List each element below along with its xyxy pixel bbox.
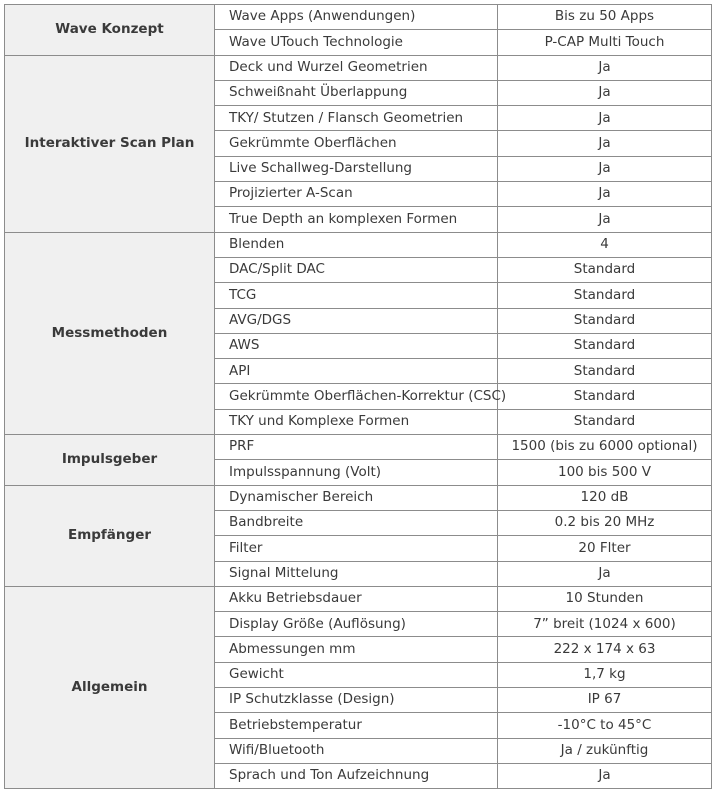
value-cell: Ja / zukünftig bbox=[498, 738, 712, 763]
property-cell: PRF bbox=[215, 435, 498, 460]
property-cell: Akku Betriebsdauer bbox=[215, 586, 498, 611]
property-cell: API bbox=[215, 359, 498, 384]
property-cell: Projizierter A-Scan bbox=[215, 182, 498, 207]
value-cell: Ja bbox=[498, 207, 712, 232]
value-cell: Ja bbox=[498, 763, 712, 788]
property-cell: DAC/Split DAC bbox=[215, 257, 498, 282]
value-cell: 222 x 174 x 63 bbox=[498, 637, 712, 662]
property-cell: IP Schutzklasse (Design) bbox=[215, 688, 498, 713]
value-cell: Standard bbox=[498, 257, 712, 282]
property-cell: Display Größe (Auflösung) bbox=[215, 612, 498, 637]
property-cell: TCG bbox=[215, 283, 498, 308]
table-row bbox=[5, 55, 712, 80]
group-header: Wave Konzept bbox=[5, 5, 215, 56]
spec-table bbox=[4, 4, 712, 789]
table-row bbox=[5, 5, 712, 30]
property-cell: True Depth an komplexen Formen bbox=[215, 207, 498, 232]
property-cell: Gekrümmte Oberflächen-Korrektur (CSC) bbox=[215, 384, 498, 409]
value-cell: Ja bbox=[498, 80, 712, 105]
property-cell: Blenden bbox=[215, 232, 498, 257]
value-cell: Standard bbox=[498, 308, 712, 333]
value-cell: 20 Flter bbox=[498, 536, 712, 561]
property-cell: AWS bbox=[215, 333, 498, 358]
property-cell: TKY/ Stutzen / Flansch Geometrien bbox=[215, 106, 498, 131]
spec-table-body bbox=[5, 5, 712, 789]
table-row bbox=[5, 232, 712, 257]
property-cell: Abmessungen mm bbox=[215, 637, 498, 662]
property-cell: Wifi/Bluetooth bbox=[215, 738, 498, 763]
value-cell: IP 67 bbox=[498, 688, 712, 713]
property-cell: Signal Mittelung bbox=[215, 561, 498, 586]
value-cell: 4 bbox=[498, 232, 712, 257]
table-row bbox=[5, 586, 712, 611]
value-cell: 120 dB bbox=[498, 485, 712, 510]
value-cell: Standard bbox=[498, 409, 712, 434]
value-cell: 100 bis 500 V bbox=[498, 460, 712, 485]
property-cell: Bandbreite bbox=[215, 510, 498, 535]
value-cell: 7” breit (1024 x 600) bbox=[498, 612, 712, 637]
group-header: Impulsgeber bbox=[5, 435, 215, 486]
property-cell: Impulsspannung (Volt) bbox=[215, 460, 498, 485]
group-header: Interaktiver Scan Plan bbox=[5, 55, 215, 232]
group-header: Allgemein bbox=[5, 586, 215, 788]
table-row bbox=[5, 435, 712, 460]
value-cell: Ja bbox=[498, 156, 712, 181]
value-cell: P-CAP Multi Touch bbox=[498, 30, 712, 55]
property-cell: Gekrümmte Oberflächen bbox=[215, 131, 498, 156]
property-cell: Wave Apps (Anwendungen) bbox=[215, 5, 498, 30]
group-header: Empfänger bbox=[5, 485, 215, 586]
value-cell: 0.2 bis 20 MHz bbox=[498, 510, 712, 535]
value-cell: Bis zu 50 Apps bbox=[498, 5, 712, 30]
property-cell: Sprach und Ton Aufzeichnung bbox=[215, 763, 498, 788]
property-cell: Schweißnaht Überlappung bbox=[215, 80, 498, 105]
group-header: Messmethoden bbox=[5, 232, 215, 434]
table-row bbox=[5, 485, 712, 510]
property-cell: Gewicht bbox=[215, 662, 498, 687]
value-cell: Standard bbox=[498, 333, 712, 358]
value-cell: Ja bbox=[498, 561, 712, 586]
property-cell: Wave UTouch Technologie bbox=[215, 30, 498, 55]
value-cell: Standard bbox=[498, 359, 712, 384]
value-cell: Standard bbox=[498, 283, 712, 308]
value-cell: 1,7 kg bbox=[498, 662, 712, 687]
value-cell: Ja bbox=[498, 106, 712, 131]
value-cell: Ja bbox=[498, 55, 712, 80]
value-cell: Standard bbox=[498, 384, 712, 409]
property-cell: Deck und Wurzel Geometrien bbox=[215, 55, 498, 80]
property-cell: Filter bbox=[215, 536, 498, 561]
property-cell: AVG/DGS bbox=[215, 308, 498, 333]
property-cell: Betriebstemperatur bbox=[215, 713, 498, 738]
property-cell: Live Schallweg-Darstellung bbox=[215, 156, 498, 181]
value-cell: Ja bbox=[498, 131, 712, 156]
value-cell: 1500 (bis zu 6000 optional) bbox=[498, 435, 712, 460]
value-cell: -10°C to 45°C bbox=[498, 713, 712, 738]
value-cell: Ja bbox=[498, 182, 712, 207]
value-cell: 10 Stunden bbox=[498, 586, 712, 611]
property-cell: Dynamischer Bereich bbox=[215, 485, 498, 510]
property-cell: TKY und Komplexe Formen bbox=[215, 409, 498, 434]
